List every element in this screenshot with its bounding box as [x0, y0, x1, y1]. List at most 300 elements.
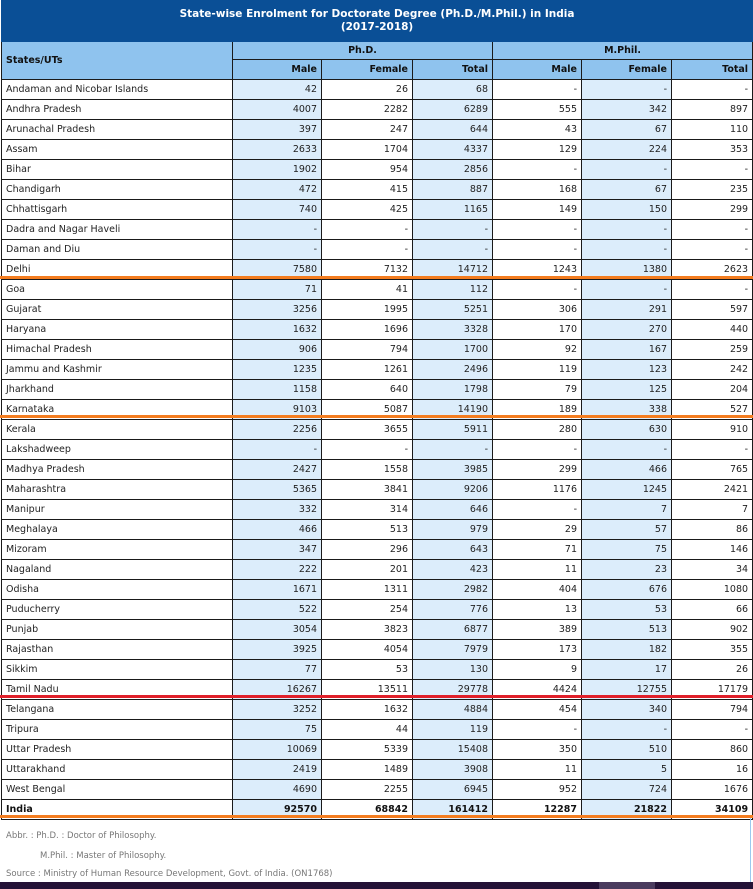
state-name: Mizoram: [2, 540, 233, 560]
phd-female-cell: 1261: [322, 360, 413, 380]
mphil-total-cell: 34109: [672, 800, 753, 820]
mphil-female-cell: 676: [582, 580, 672, 600]
phd-female-cell: 640: [322, 380, 413, 400]
state-name: Chandigarh: [2, 180, 233, 200]
state-name: Lakshadweep: [2, 440, 233, 460]
mphil-female-cell: -: [582, 440, 672, 460]
mphil-total-cell: 299: [672, 200, 753, 220]
mphil-total-cell: 26: [672, 660, 753, 680]
table-row: [2, 480, 753, 500]
phd-female-cell: 7132: [322, 260, 413, 280]
mphil-total-cell: 2623: [672, 260, 753, 280]
mphil-female-cell: 182: [582, 640, 672, 660]
phd-female-cell: 1696: [322, 320, 413, 340]
state-name: Puducherry: [2, 600, 233, 620]
table-row: [2, 300, 753, 320]
phd-male-cell: 1671: [233, 580, 322, 600]
table-row: [2, 740, 753, 760]
mphil-female-cell: 57: [582, 520, 672, 540]
phd-male-header: Male: [233, 60, 322, 80]
table-title: [2, 1, 753, 42]
state-name: Uttar Pradesh: [2, 740, 233, 760]
phd-total-cell: 5251: [413, 300, 493, 320]
right-edge-line: [750, 818, 751, 882]
mphil-female-cell: 125: [582, 380, 672, 400]
state-name: Delhi: [2, 260, 233, 280]
mphil-male-cell: 12287: [493, 800, 582, 820]
state-name: Goa: [2, 280, 233, 300]
phd-female-cell: 247: [322, 120, 413, 140]
mphil-male-cell: 11: [493, 760, 582, 780]
phd-male-cell: 3054: [233, 620, 322, 640]
mphil-male-cell: -: [493, 500, 582, 520]
phd-female-cell: 254: [322, 600, 413, 620]
mphil-male-cell: 43: [493, 120, 582, 140]
phd-female-cell: 314: [322, 500, 413, 520]
table-row: [2, 340, 753, 360]
table-subtitle: (2017-2018): [340, 21, 414, 33]
mphil-male-cell: 79: [493, 380, 582, 400]
phd-male-cell: 466: [233, 520, 322, 540]
mphil-female-cell: 466: [582, 460, 672, 480]
phd-male-cell: 222: [233, 560, 322, 580]
phd-male-cell: 71: [233, 280, 322, 300]
phd-female-cell: 4054: [322, 640, 413, 660]
phd-female-cell: 1704: [322, 140, 413, 160]
mphil-male-cell: 350: [493, 740, 582, 760]
mphil-female-cell: 67: [582, 180, 672, 200]
table-row: [2, 320, 753, 340]
table-row: [2, 460, 753, 480]
mphil-female-cell: 510: [582, 740, 672, 760]
phd-male-cell: 906: [233, 340, 322, 360]
mphil-total-cell: 2421: [672, 480, 753, 500]
mphil-male-header: Male: [493, 60, 582, 80]
mphil-female-header: Female: [582, 60, 672, 80]
mphil-total-cell: 1676: [672, 780, 753, 800]
phd-female-cell: 53: [322, 660, 413, 680]
phd-male-cell: 9103: [233, 400, 322, 420]
phd-male-cell: 2633: [233, 140, 322, 160]
phd-male-cell: 77: [233, 660, 322, 680]
mphil-female-cell: 342: [582, 100, 672, 120]
table-row: [2, 540, 753, 560]
phd-female-cell: 794: [322, 340, 413, 360]
mphil-total-cell: 1080: [672, 580, 753, 600]
state-name: Tripura: [2, 720, 233, 740]
table-row: [2, 780, 753, 800]
mphil-total-cell: 110: [672, 120, 753, 140]
mphil-total-cell: 17179: [672, 680, 753, 700]
state-name: Maharashtra: [2, 480, 233, 500]
footer-abbr-phd: Abbr. : Ph.D. : Doctor of Philosophy.: [6, 831, 157, 841]
mphil-male-cell: 92: [493, 340, 582, 360]
table-row: [2, 380, 753, 400]
table-row: [2, 160, 753, 180]
table-row: [2, 620, 753, 640]
mphil-total-cell: 794: [672, 700, 753, 720]
mphil-male-cell: 1176: [493, 480, 582, 500]
highlight-line-karnataka: [0, 415, 753, 418]
phd-female-cell: 201: [322, 560, 413, 580]
table-row: [2, 640, 753, 660]
mphil-female-cell: -: [582, 220, 672, 240]
mphil-male-cell: 454: [493, 700, 582, 720]
phd-female-header: Female: [322, 60, 413, 80]
phd-total-cell: 14190: [413, 400, 493, 420]
mphil-male-cell: 404: [493, 580, 582, 600]
state-name: Assam: [2, 140, 233, 160]
state-name: Tamil Nadu: [2, 680, 233, 700]
table-row: [2, 100, 753, 120]
phd-male-cell: -: [233, 240, 322, 260]
phd-male-cell: 397: [233, 120, 322, 140]
mphil-male-cell: -: [493, 440, 582, 460]
phd-male-cell: 1902: [233, 160, 322, 180]
state-name: Uttarakhand: [2, 760, 233, 780]
mphil-male-cell: 170: [493, 320, 582, 340]
mphil-total-cell: 16: [672, 760, 753, 780]
mphil-total-cell: 242: [672, 360, 753, 380]
phd-total-cell: 1700: [413, 340, 493, 360]
mphil-female-cell: 167: [582, 340, 672, 360]
phd-female-cell: 1632: [322, 700, 413, 720]
phd-male-cell: 3925: [233, 640, 322, 660]
footer-source: Source : Ministry of Human Resource Development, Govt. of India. (ON1768): [6, 869, 333, 879]
mphil-female-cell: 340: [582, 700, 672, 720]
phd-female-cell: 415: [322, 180, 413, 200]
mphil-total-cell: 235: [672, 180, 753, 200]
phd-female-cell: 3841: [322, 480, 413, 500]
mphil-total-cell: 765: [672, 460, 753, 480]
mphil-total-cell: 910: [672, 420, 753, 440]
mphil-total-cell: 204: [672, 380, 753, 400]
phd-male-cell: 332: [233, 500, 322, 520]
phd-total-cell: 646: [413, 500, 493, 520]
mphil-male-cell: 280: [493, 420, 582, 440]
mphil-male-cell: 129: [493, 140, 582, 160]
table-row: [2, 760, 753, 780]
state-name: Rajasthan: [2, 640, 233, 660]
table-row: [2, 440, 753, 460]
phd-male-cell: 2419: [233, 760, 322, 780]
phd-group-header: Ph.D.: [233, 42, 493, 60]
table-row: [2, 120, 753, 140]
table-row: [2, 240, 753, 260]
state-name: Jammu and Kashmir: [2, 360, 233, 380]
phd-total-cell: 9206: [413, 480, 493, 500]
mphil-male-cell: 952: [493, 780, 582, 800]
state-name: Telangana: [2, 700, 233, 720]
phd-male-cell: 2427: [233, 460, 322, 480]
mphil-female-cell: 338: [582, 400, 672, 420]
mphil-male-cell: -: [493, 720, 582, 740]
mphil-total-cell: -: [672, 240, 753, 260]
mphil-male-cell: 1243: [493, 260, 582, 280]
phd-total-cell: -: [413, 240, 493, 260]
table-row: [2, 700, 753, 720]
state-name: West Bengal: [2, 780, 233, 800]
phd-total-cell: 4337: [413, 140, 493, 160]
phd-total-cell: 979: [413, 520, 493, 540]
state-name: Himachal Pradesh: [2, 340, 233, 360]
mphil-female-cell: -: [582, 160, 672, 180]
mphil-female-cell: 224: [582, 140, 672, 160]
mphil-male-cell: -: [493, 220, 582, 240]
phd-female-cell: 5087: [322, 400, 413, 420]
mphil-total-cell: -: [672, 160, 753, 180]
mphil-female-cell: -: [582, 280, 672, 300]
phd-total-cell: 6945: [413, 780, 493, 800]
state-name: Haryana: [2, 320, 233, 340]
phd-male-cell: 3256: [233, 300, 322, 320]
mphil-total-header: Total: [672, 60, 753, 80]
phd-male-cell: -: [233, 440, 322, 460]
mphil-total-cell: 527: [672, 400, 753, 420]
table-row: [2, 180, 753, 200]
phd-female-cell: -: [322, 220, 413, 240]
mphil-group-header: M.Phil.: [493, 42, 753, 60]
phd-total-cell: -: [413, 220, 493, 240]
phd-female-cell: 26: [322, 80, 413, 100]
phd-female-cell: 1489: [322, 760, 413, 780]
mphil-male-cell: 173: [493, 640, 582, 660]
mphil-female-cell: 513: [582, 620, 672, 640]
mphil-total-cell: 860: [672, 740, 753, 760]
phd-male-cell: -: [233, 220, 322, 240]
mphil-male-cell: -: [493, 280, 582, 300]
phd-total-cell: -: [413, 440, 493, 460]
table-row: [2, 580, 753, 600]
phd-total-cell: 5911: [413, 420, 493, 440]
state-name: Punjab: [2, 620, 233, 640]
phd-male-cell: 10069: [233, 740, 322, 760]
mphil-total-cell: -: [672, 220, 753, 240]
phd-male-cell: 5365: [233, 480, 322, 500]
mphil-total-cell: -: [672, 440, 753, 460]
phd-female-cell: 13511: [322, 680, 413, 700]
phd-total-header: Total: [413, 60, 493, 80]
phd-female-cell: 1558: [322, 460, 413, 480]
phd-male-cell: 2256: [233, 420, 322, 440]
mphil-male-cell: -: [493, 160, 582, 180]
phd-male-cell: 7580: [233, 260, 322, 280]
table-row: [2, 200, 753, 220]
mphil-total-cell: -: [672, 720, 753, 740]
state-name: Odisha: [2, 580, 233, 600]
table-row: [2, 520, 753, 540]
mphil-male-cell: 4424: [493, 680, 582, 700]
phd-total-cell: 3908: [413, 760, 493, 780]
highlight-line-tamil-nadu: [0, 695, 753, 698]
state-name: Gujarat: [2, 300, 233, 320]
state-name: Karnataka: [2, 400, 233, 420]
phd-total-cell: 130: [413, 660, 493, 680]
state-name: Daman and Diu: [2, 240, 233, 260]
mphil-male-cell: 168: [493, 180, 582, 200]
phd-female-cell: 954: [322, 160, 413, 180]
phd-total-cell: 3985: [413, 460, 493, 480]
table-body: [2, 80, 753, 820]
phd-total-cell: 4884: [413, 700, 493, 720]
phd-male-cell: 16267: [233, 680, 322, 700]
phd-total-cell: 29778: [413, 680, 493, 700]
phd-female-cell: 513: [322, 520, 413, 540]
phd-female-cell: 1311: [322, 580, 413, 600]
phd-female-cell: 41: [322, 280, 413, 300]
phd-total-cell: 1798: [413, 380, 493, 400]
mphil-total-cell: 259: [672, 340, 753, 360]
mphil-total-cell: 355: [672, 640, 753, 660]
mphil-male-cell: 11: [493, 560, 582, 580]
mphil-male-cell: 29: [493, 520, 582, 540]
mphil-female-cell: -: [582, 240, 672, 260]
mphil-male-cell: 189: [493, 400, 582, 420]
state-name: Jharkhand: [2, 380, 233, 400]
phd-total-cell: 7979: [413, 640, 493, 660]
mphil-male-cell: -: [493, 240, 582, 260]
phd-male-cell: 347: [233, 540, 322, 560]
phd-female-cell: 296: [322, 540, 413, 560]
mphil-total-cell: 353: [672, 140, 753, 160]
mphil-female-cell: 1380: [582, 260, 672, 280]
phd-total-cell: 68: [413, 80, 493, 100]
phd-female-cell: 3655: [322, 420, 413, 440]
phd-total-cell: 119: [413, 720, 493, 740]
phd-male-cell: 740: [233, 200, 322, 220]
mphil-male-cell: 9: [493, 660, 582, 680]
phd-female-cell: 3823: [322, 620, 413, 640]
mphil-female-cell: 123: [582, 360, 672, 380]
state-name: Nagaland: [2, 560, 233, 580]
phd-male-cell: 3252: [233, 700, 322, 720]
mphil-female-cell: 67: [582, 120, 672, 140]
state-name: Madhya Pradesh: [2, 460, 233, 480]
mphil-female-cell: 291: [582, 300, 672, 320]
table-row: [2, 420, 753, 440]
phd-total-cell: 1165: [413, 200, 493, 220]
mphil-male-cell: 555: [493, 100, 582, 120]
phd-male-cell: 75: [233, 720, 322, 740]
mphil-female-cell: -: [582, 80, 672, 100]
mphil-total-cell: 66: [672, 600, 753, 620]
footer-abbr-mphil: M.Phil. : Master of Philosophy.: [40, 851, 167, 861]
phd-female-cell: 44: [322, 720, 413, 740]
mphil-female-cell: 17: [582, 660, 672, 680]
phd-male-cell: 472: [233, 180, 322, 200]
phd-female-cell: 5339: [322, 740, 413, 760]
phd-total-cell: 2496: [413, 360, 493, 380]
mphil-total-cell: 902: [672, 620, 753, 640]
phd-female-cell: 2255: [322, 780, 413, 800]
phd-female-cell: 68842: [322, 800, 413, 820]
mphil-female-cell: 23: [582, 560, 672, 580]
mphil-total-cell: -: [672, 80, 753, 100]
phd-total-cell: 423: [413, 560, 493, 580]
highlight-line-delhi: [0, 276, 753, 279]
table-row: [2, 360, 753, 380]
phd-female-cell: 2282: [322, 100, 413, 120]
phd-total-cell: 2982: [413, 580, 493, 600]
mphil-male-cell: -: [493, 80, 582, 100]
mphil-male-cell: 119: [493, 360, 582, 380]
mphil-female-cell: 21822: [582, 800, 672, 820]
mphil-female-cell: 270: [582, 320, 672, 340]
table-row: [2, 560, 753, 580]
mphil-total-cell: 7: [672, 500, 753, 520]
phd-male-cell: 4690: [233, 780, 322, 800]
mphil-total-cell: 146: [672, 540, 753, 560]
phd-total-cell: 644: [413, 120, 493, 140]
mphil-female-cell: 12755: [582, 680, 672, 700]
mphil-female-cell: 150: [582, 200, 672, 220]
mphil-male-cell: 71: [493, 540, 582, 560]
mphil-female-cell: 75: [582, 540, 672, 560]
mphil-female-cell: -: [582, 720, 672, 740]
phd-total-cell: 14712: [413, 260, 493, 280]
state-name: India: [2, 800, 233, 820]
phd-male-cell: 92570: [233, 800, 322, 820]
state-name: Arunachal Pradesh: [2, 120, 233, 140]
table-row: [2, 660, 753, 680]
mphil-male-cell: 389: [493, 620, 582, 640]
phd-total-cell: 643: [413, 540, 493, 560]
phd-male-cell: 42: [233, 80, 322, 100]
phd-total-cell: 161412: [413, 800, 493, 820]
table-row: [2, 220, 753, 240]
mphil-male-cell: 149: [493, 200, 582, 220]
phd-male-cell: 4007: [233, 100, 322, 120]
state-name: Sikkim: [2, 660, 233, 680]
phd-male-cell: 1235: [233, 360, 322, 380]
table-row: [2, 500, 753, 520]
state-name: Andaman and Nicobar Islands: [2, 80, 233, 100]
table-row: [2, 280, 753, 300]
states-header: States/UTs: [2, 42, 233, 80]
mphil-male-cell: 13: [493, 600, 582, 620]
mphil-female-cell: 724: [582, 780, 672, 800]
state-name: Andhra Pradesh: [2, 100, 233, 120]
table-row: [2, 140, 753, 160]
table-row: [2, 80, 753, 100]
phd-total-cell: 15408: [413, 740, 493, 760]
table-row: [2, 600, 753, 620]
phd-total-cell: 887: [413, 180, 493, 200]
phd-total-cell: 6289: [413, 100, 493, 120]
phd-male-cell: 522: [233, 600, 322, 620]
phd-female-cell: 425: [322, 200, 413, 220]
phd-female-cell: -: [322, 240, 413, 260]
mphil-female-cell: 53: [582, 600, 672, 620]
table-title-text: State-wise Enrolment for Doctorate Degree (Ph.D./M.Phil.) in India: [179, 8, 575, 20]
highlight-line-india: [0, 815, 753, 818]
phd-female-cell: -: [322, 440, 413, 460]
taskbar-segment: [599, 882, 655, 889]
mphil-female-cell: 7: [582, 500, 672, 520]
phd-total-cell: 112: [413, 280, 493, 300]
mphil-male-cell: 299: [493, 460, 582, 480]
phd-female-cell: 1995: [322, 300, 413, 320]
state-name: Manipur: [2, 500, 233, 520]
state-name: Dadra and Nagar Haveli: [2, 220, 233, 240]
state-name: Bihar: [2, 160, 233, 180]
state-name: Kerala: [2, 420, 233, 440]
mphil-female-cell: 5: [582, 760, 672, 780]
mphil-total-cell: 597: [672, 300, 753, 320]
mphil-total-cell: 440: [672, 320, 753, 340]
mphil-female-cell: 630: [582, 420, 672, 440]
state-name: Meghalaya: [2, 520, 233, 540]
